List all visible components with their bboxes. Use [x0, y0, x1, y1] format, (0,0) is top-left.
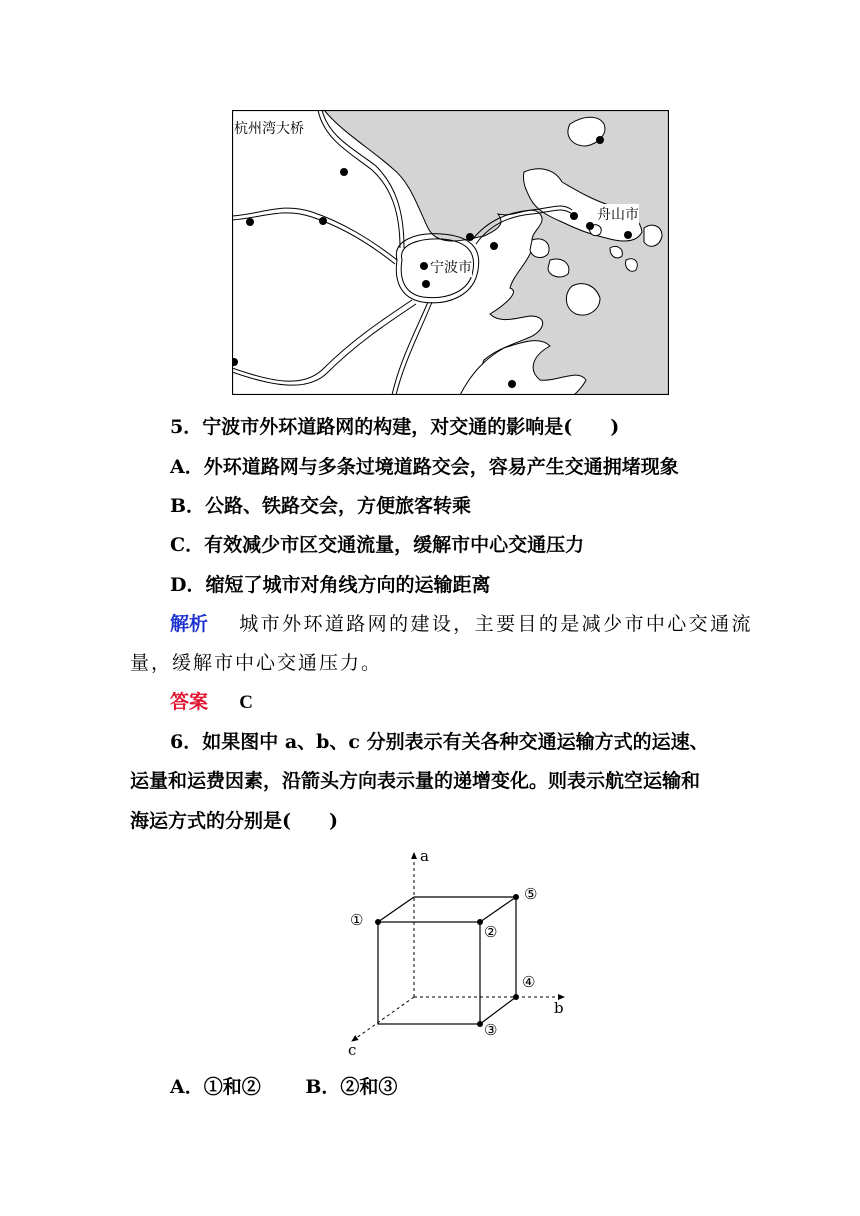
q5-answer: [170, 690, 253, 715]
axis-a-label: a: [420, 847, 429, 865]
cube-edges: [378, 897, 516, 1024]
answer-value: C: [239, 692, 253, 713]
point-2: [477, 919, 483, 925]
q6-options: A．①和② B．②和③: [170, 1076, 398, 1098]
point-3-label: ③: [484, 1021, 498, 1039]
cube-points: [375, 894, 519, 1027]
point-3: [477, 1021, 483, 1027]
island-east: [644, 225, 662, 246]
point-4: [513, 994, 519, 1000]
q6-stem-line3: 海运方式的分别是( ): [130, 810, 338, 832]
city-dot: [624, 231, 632, 239]
q5-analysis: [170, 612, 753, 636]
city-dot: [246, 218, 254, 226]
cube-figure: [340, 845, 580, 1060]
axis-c: [352, 997, 414, 1041]
answer-label: 答案: [170, 691, 209, 713]
ningbo-dot: [420, 262, 428, 270]
city-dot: [508, 380, 516, 388]
q6-stem-line1: 6．如果图中 a、b、c 分别表示有关各种交通运输方式的运速、: [170, 731, 709, 753]
q5-option-b: B．公路、铁路交会，方便旅客转乘: [170, 495, 472, 517]
point-1-label: ①: [350, 911, 364, 929]
q5-option-d: D．缩短了城市对角线方向的运输距离: [170, 574, 491, 596]
cube-front-face: [378, 922, 480, 1024]
axis-c-label: c: [348, 1041, 357, 1059]
island-small-2: [626, 259, 638, 272]
q6-stem-line2: 运量和运费因素，沿箭头方向表示量的递增变化。则表示航空运输和: [130, 770, 701, 792]
label-zhoushan: 舟山市: [597, 204, 639, 224]
label-hangzhou-bay-bridge: 杭州湾大桥: [234, 118, 304, 138]
q5-option-c: C．有效减少市区交通流量，缓解市中心交通压力: [170, 534, 585, 556]
point-5-label: ⑤: [524, 885, 538, 903]
cube-axes: [352, 853, 564, 1041]
city-dot: [340, 168, 348, 176]
q5-stem: 5．宁波市外环道路网的构建，对交通的影响是( ): [170, 416, 620, 438]
point-4-label: ④: [522, 973, 536, 991]
point-1: [375, 919, 381, 925]
point-5: [513, 894, 519, 900]
city-dot: [466, 233, 474, 241]
analysis-label: 解析: [170, 613, 209, 635]
city-dot: [596, 136, 604, 144]
cube-svg: [340, 845, 580, 1060]
analysis-text-line2: 量，缓解市中心交通压力。: [130, 652, 383, 674]
city-dot: [570, 212, 578, 220]
ningbo-map-figure: [232, 110, 669, 395]
city-dot: [319, 217, 327, 225]
q5-option-a: A．外环道路网与多条过境道路交会，容易产生交通拥堵现象: [170, 456, 679, 478]
island-mid-2: [530, 239, 549, 258]
city-dot: [422, 280, 430, 288]
analysis-text-line1: 城市外环道路网的建设，主要目的是减少市中心交通流: [239, 613, 753, 635]
city-dot: [490, 242, 498, 250]
axis-b-label: b: [554, 999, 564, 1017]
zhoushan-dot: [586, 222, 594, 230]
ningbo-map-svg: [232, 110, 669, 395]
point-2-label: ②: [484, 923, 498, 941]
label-ningbo: 宁波市: [430, 257, 472, 277]
